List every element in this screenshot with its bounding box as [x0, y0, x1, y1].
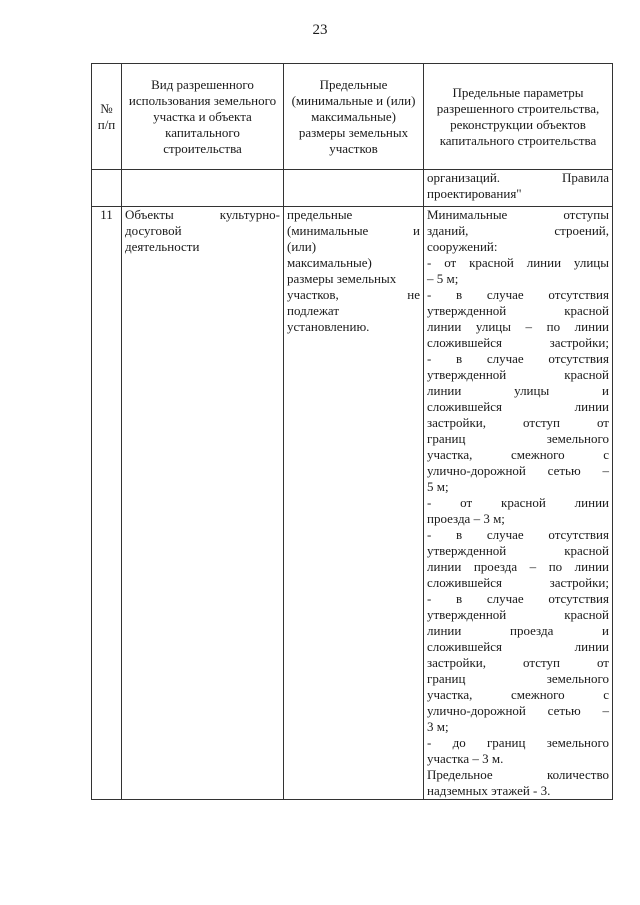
params-text-line: 3 м; [427, 719, 449, 734]
params-text-line: улично-дорожной сетью – [427, 703, 609, 718]
params-text-line: сложившейся линии [427, 399, 609, 414]
params-text-line: сооружений: [427, 239, 498, 254]
table-row-continuation [92, 170, 613, 207]
params-text-line: сложившейся застройки; [427, 335, 609, 350]
header-number [92, 64, 122, 170]
params-text-line: участка, смежного с [427, 687, 609, 702]
params-text-line: организаций. Правила [427, 170, 609, 185]
table-header-row [92, 64, 613, 170]
params-text-line: Минимальные отступы [427, 207, 609, 222]
use-text-line: досуговой [125, 223, 182, 238]
params-text-line: линии улицы – по линии [427, 319, 609, 334]
size-text-line: предельные [287, 207, 353, 222]
params-text-line: - в случае отсутствия [427, 287, 609, 302]
header-plot-size-text: Предельные (минимальные и (или) максимальные) размеры земельных участков [291, 76, 416, 156]
params-text-line: утвержденной красной [427, 303, 609, 318]
params-text-line: линии проезда – по линии [427, 559, 609, 574]
params-text-line: - до границ земельного [427, 735, 609, 750]
size-text-line: подлежат [287, 303, 340, 318]
params-text-line: границ земельного [427, 431, 609, 446]
params-text-line: участка – 3 м. [427, 751, 504, 766]
params-text-line: надземных этажей - 3. [427, 783, 551, 798]
header-build-params [424, 64, 613, 170]
params-text-line: – 5 м; [427, 271, 459, 286]
params-text-line: проезда – 3 м; [427, 511, 505, 526]
cell-plot-size [284, 207, 424, 800]
params-text-line: - в случае отсутствия [427, 527, 609, 542]
size-text-line: установлению. [287, 319, 370, 334]
params-text-line: застройки, отступ от [427, 655, 609, 670]
params-text-line: зданий, строений, [427, 223, 609, 238]
page-number: 23 [312, 22, 328, 38]
params-text-line: Предельное количество [427, 767, 609, 782]
header-build-params-text: Предельные параметры разрешенного строительства, реконструкции объектов капитального строительства [436, 84, 600, 148]
params-text-line: утвержденной красной [427, 367, 609, 382]
cell-continuation-params [424, 170, 613, 207]
size-text-line: участков, не [287, 287, 420, 302]
cell-continuation-use [122, 170, 284, 207]
params-text-line: утвержденной красной [427, 543, 609, 558]
params-text-line: проектирования" [427, 186, 522, 201]
table-row-11 [92, 207, 613, 800]
size-text-line: размеры земельных [287, 271, 397, 286]
cell-continuation-num [92, 170, 122, 207]
use-text-line: Объекты культурно- [125, 207, 280, 222]
header-plot-size [284, 64, 424, 170]
cell-row-number: 11 [92, 207, 122, 800]
header-use-type [122, 64, 284, 170]
params-text-line: - от красной линии улицы [427, 255, 609, 270]
params-text-line: - от красной линии [427, 495, 609, 510]
params-text-line: границ земельного [427, 671, 609, 686]
params-text-line: сложившейся застройки; [427, 575, 609, 590]
cell-build-params [424, 207, 613, 800]
params-text-line: утвержденной красной [427, 607, 609, 622]
size-text-line: максимальные) [287, 255, 372, 270]
params-text-line: улично-дорожной сетью – [427, 463, 609, 478]
params-text-line: сложившейся линии [427, 639, 609, 654]
use-text-line: деятельности [125, 239, 200, 254]
size-text-line: (минимальные и [287, 223, 420, 238]
params-text-line: участка, смежного с [427, 447, 609, 462]
params-text-line: - в случае отсутствия [427, 591, 609, 606]
cell-use-type [122, 207, 284, 800]
params-text-line: 5 м; [427, 479, 449, 494]
header-use-type-text: Вид разрешенного использования земельного участка и объекта капитального строительства [128, 76, 277, 156]
params-text-line: застройки, отступ от [427, 415, 609, 430]
size-text-line: (или) [287, 239, 317, 254]
header-number-text: № п/п [97, 100, 116, 132]
regulations-table [91, 63, 613, 800]
params-text-line: - в случае отсутствия [427, 351, 609, 366]
params-text-line: линии проезда и [427, 623, 609, 638]
params-text-line: линии улицы и [427, 383, 609, 398]
cell-continuation-size [284, 170, 424, 207]
